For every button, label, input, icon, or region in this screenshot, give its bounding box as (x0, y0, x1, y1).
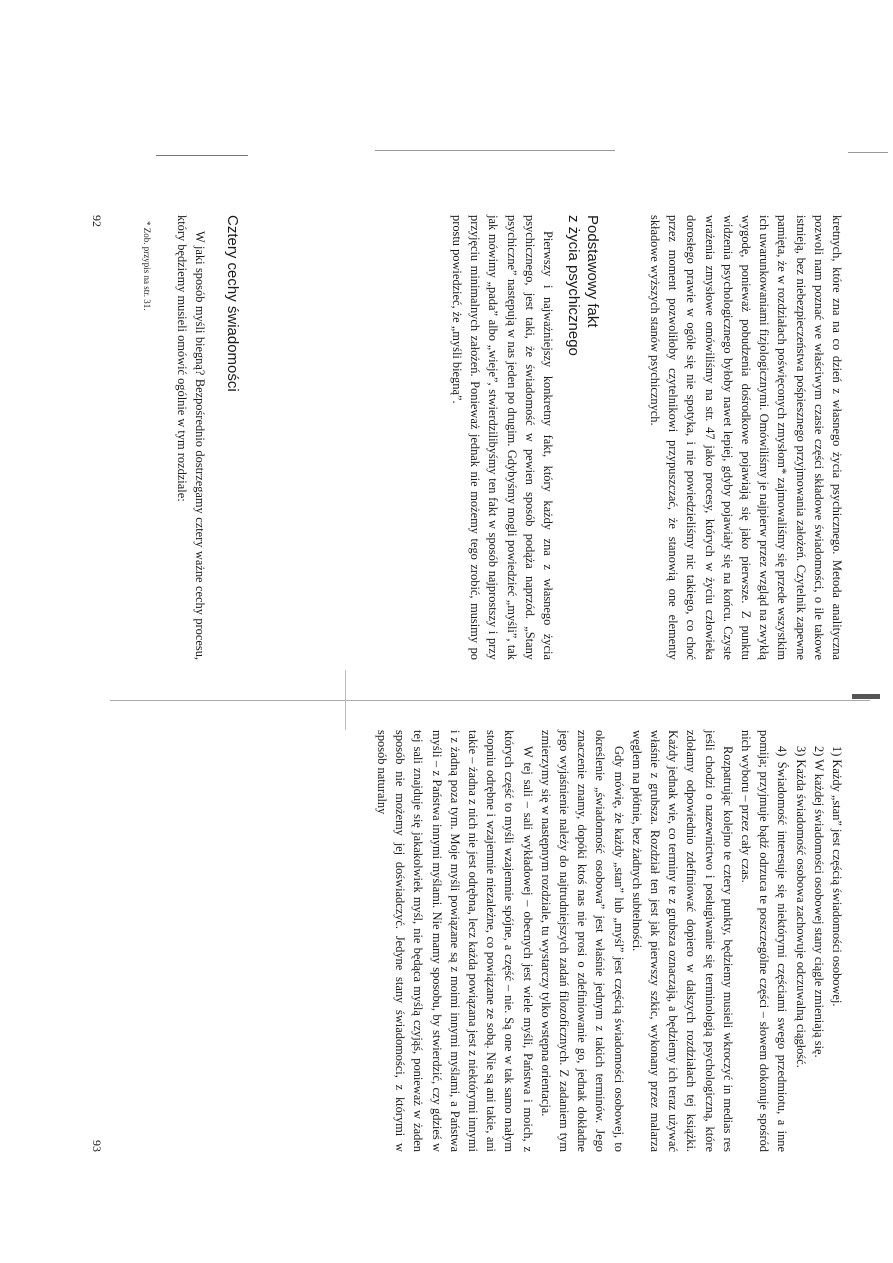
left-page (86, 215, 846, 660)
scan-rule-left (156, 155, 248, 156)
right-paragraph-b: Gdy mówię, że każdy „stan” lub „myśl” jest częścią świadomości osobowej, to określenie „świadomość osobowa” jest właśnie jednym z takich terminów. Jego znaczenie znamy, dopóki ktoś nas nie prosi o zdefiniowanie go, jednak dokładne jego wyjaśnienie należy do najtrudniejszych zadań filozoficznych. Z zadaniem tym zmierzymy się w następnym rozdziale, tu wystarczy tylko wstępna orientacja. (538, 730, 626, 1152)
gutter-line (110, 700, 870, 701)
list-item-4: 4) Świadomość interesuje się niektórymi częściami swego przedmiotu, a inne pomija; przyjmuje bądź odrzuca te poszczególne części – słowem dokonuje spośród nich wyboru – przez cały czas. (738, 730, 790, 1152)
footnote (141, 215, 153, 660)
section-heading-podstawowy-fakt (564, 215, 602, 660)
list-item-2: 2) W każdej świadomości osobowej stany ciągle zmieniają się. (811, 746, 826, 1058)
page-number-right: 93 (90, 1140, 104, 1152)
scan-speck-2 (345, 670, 346, 730)
right-page (86, 730, 846, 1152)
page-number-left: 92 (90, 215, 104, 227)
footnote-text: * Zob. przypis na str. 31. (142, 221, 152, 311)
scan-speck (852, 694, 880, 699)
list-item-1: 1) Każdy „stan” jest częścią świadomości osobowej. (830, 746, 844, 1007)
right-paragraph-c: W tej sali – sali wykładowej – obecnych jest wiele myśli, Państwa i moich, z których część to myśli wzajemnie spójne, a część – nie. Są one w tak samo małym stopniu odrębne i wzajemnie niezależne, co powiązane ze sobą. Nie są ani takie, ani takie – żadna z nich nie jest odrębna, lecz każda powiązana jest z niektórymi innymi i z żadną poza tym. Moje myśli powiązane są z moimi innymi myślami, a Państwa myśli – z Państwa innymi myślami. Nie mamy sposobu, by stwierdzić, czy gdzieś w tej sali znajduje się jakakolwiek myśl, nie będąca myślą czyjąś, ponieważ w żaden sposób nie możemy jej doświadczyć. Jedyne stany świadomości, z którymi w sposób naturalny (374, 730, 535, 1152)
paragraph-text: W jaki sposób myśli biegną? Bezpośrednio dostrzegamy cztery ważne cechy procesu, który będziemy musieli omówić ogólnie w tym rozdziale: (174, 215, 207, 660)
right-paragraph-a: Rozpatrując kolejno te cztery punkty, będziemy musieli wkroczyć in medias res jeśli chodzi o nazewnictwo i posługiwanie się terminologią psychologiczną, które zdołamy odpowiednio zdefiniować dopiero w dalszych rozdziałach tej książki. Każdy jednak wie, co terminy te z grubsza oznaczają, a będziemy ich teraz używać właśnie z grubsza. Rozdział ten jest jak pierwszy szkic, wykonany przez malarza węglem na płótnie, bez żadnych subtelności. (629, 730, 735, 1152)
scan-rule-mid (375, 150, 615, 151)
paragraph-text: kretnych, które zna na co dzień z własnego życia psychicznego. Metoda analityczna pozwoli nam poznać we właściwym czasie części składowe świadomości, o ile takowe istnieją, bez niebezpieczeństwa pośpiesznego przyjmowania założeń. Czytelnik zapewne pamięta, że w rozdziałach poświęconych zmysłom* zajmowaliśmy się przede wszystkim ich uwarunkowaniami fizjologicznymi. Omówiliśmy je najpierw przez wzgląd na zwykłą wygodę, ponieważ pobudzenia dośrodkowe pojawiają się jako pierwsze. Z punktu widzenia psychologicznego byłoby nawet lepiej, gdyby pojawiały się na końcu. Czyste wrażenia zmysłowe omówiliśmy na str. 47 jako procesy, których w życiu człowieka dorosłego prawie w ogóle się nie spotyka, i nie powiedzieliśmy nic takiego, co choć przez moment pozwoliłoby czytelnikowi przypuszczać, że stanowią one elementy składowe wyższych stanów psychicznych. (647, 215, 844, 660)
left-paragraph-3 (173, 215, 209, 660)
left-paragraph-2 (448, 215, 557, 660)
left-paragraph-1 (646, 215, 846, 660)
heading-line-1: Podstawowy fakt (584, 215, 601, 328)
section-heading-cztery-cechy (223, 215, 242, 660)
scan-rule-right (848, 152, 888, 153)
heading-line-2: z życia psychicznego (565, 215, 582, 356)
paragraph-text: Pierwszy i najważniejszy konkretny fakt, który każdy zna z własnego życia psychicznego, jest taki, że świadomość w pewien sposób podąża naprzód. „Stany psychiczne” następują w nas jeden po drugim. Gdybyśmy mogli powiedzieć „myśli”, tak jak mówimy „pada” albo „wieje”, stwierdzilibyśmy ten fakt w sposób najprostszy i przy przyjęciu minimalnych założeń. Ponieważ jednak nie możemy tego zrobić, musimy po prostu powiedzieć, że „myśli biegną”. (449, 215, 555, 660)
heading-text: Cztery cechy świadomości (224, 215, 241, 392)
right-page-body (373, 730, 846, 1152)
list-item-3: 3) Każda świadomość osobowa zachowuje odczuwalną ciągłość. (793, 746, 808, 1068)
